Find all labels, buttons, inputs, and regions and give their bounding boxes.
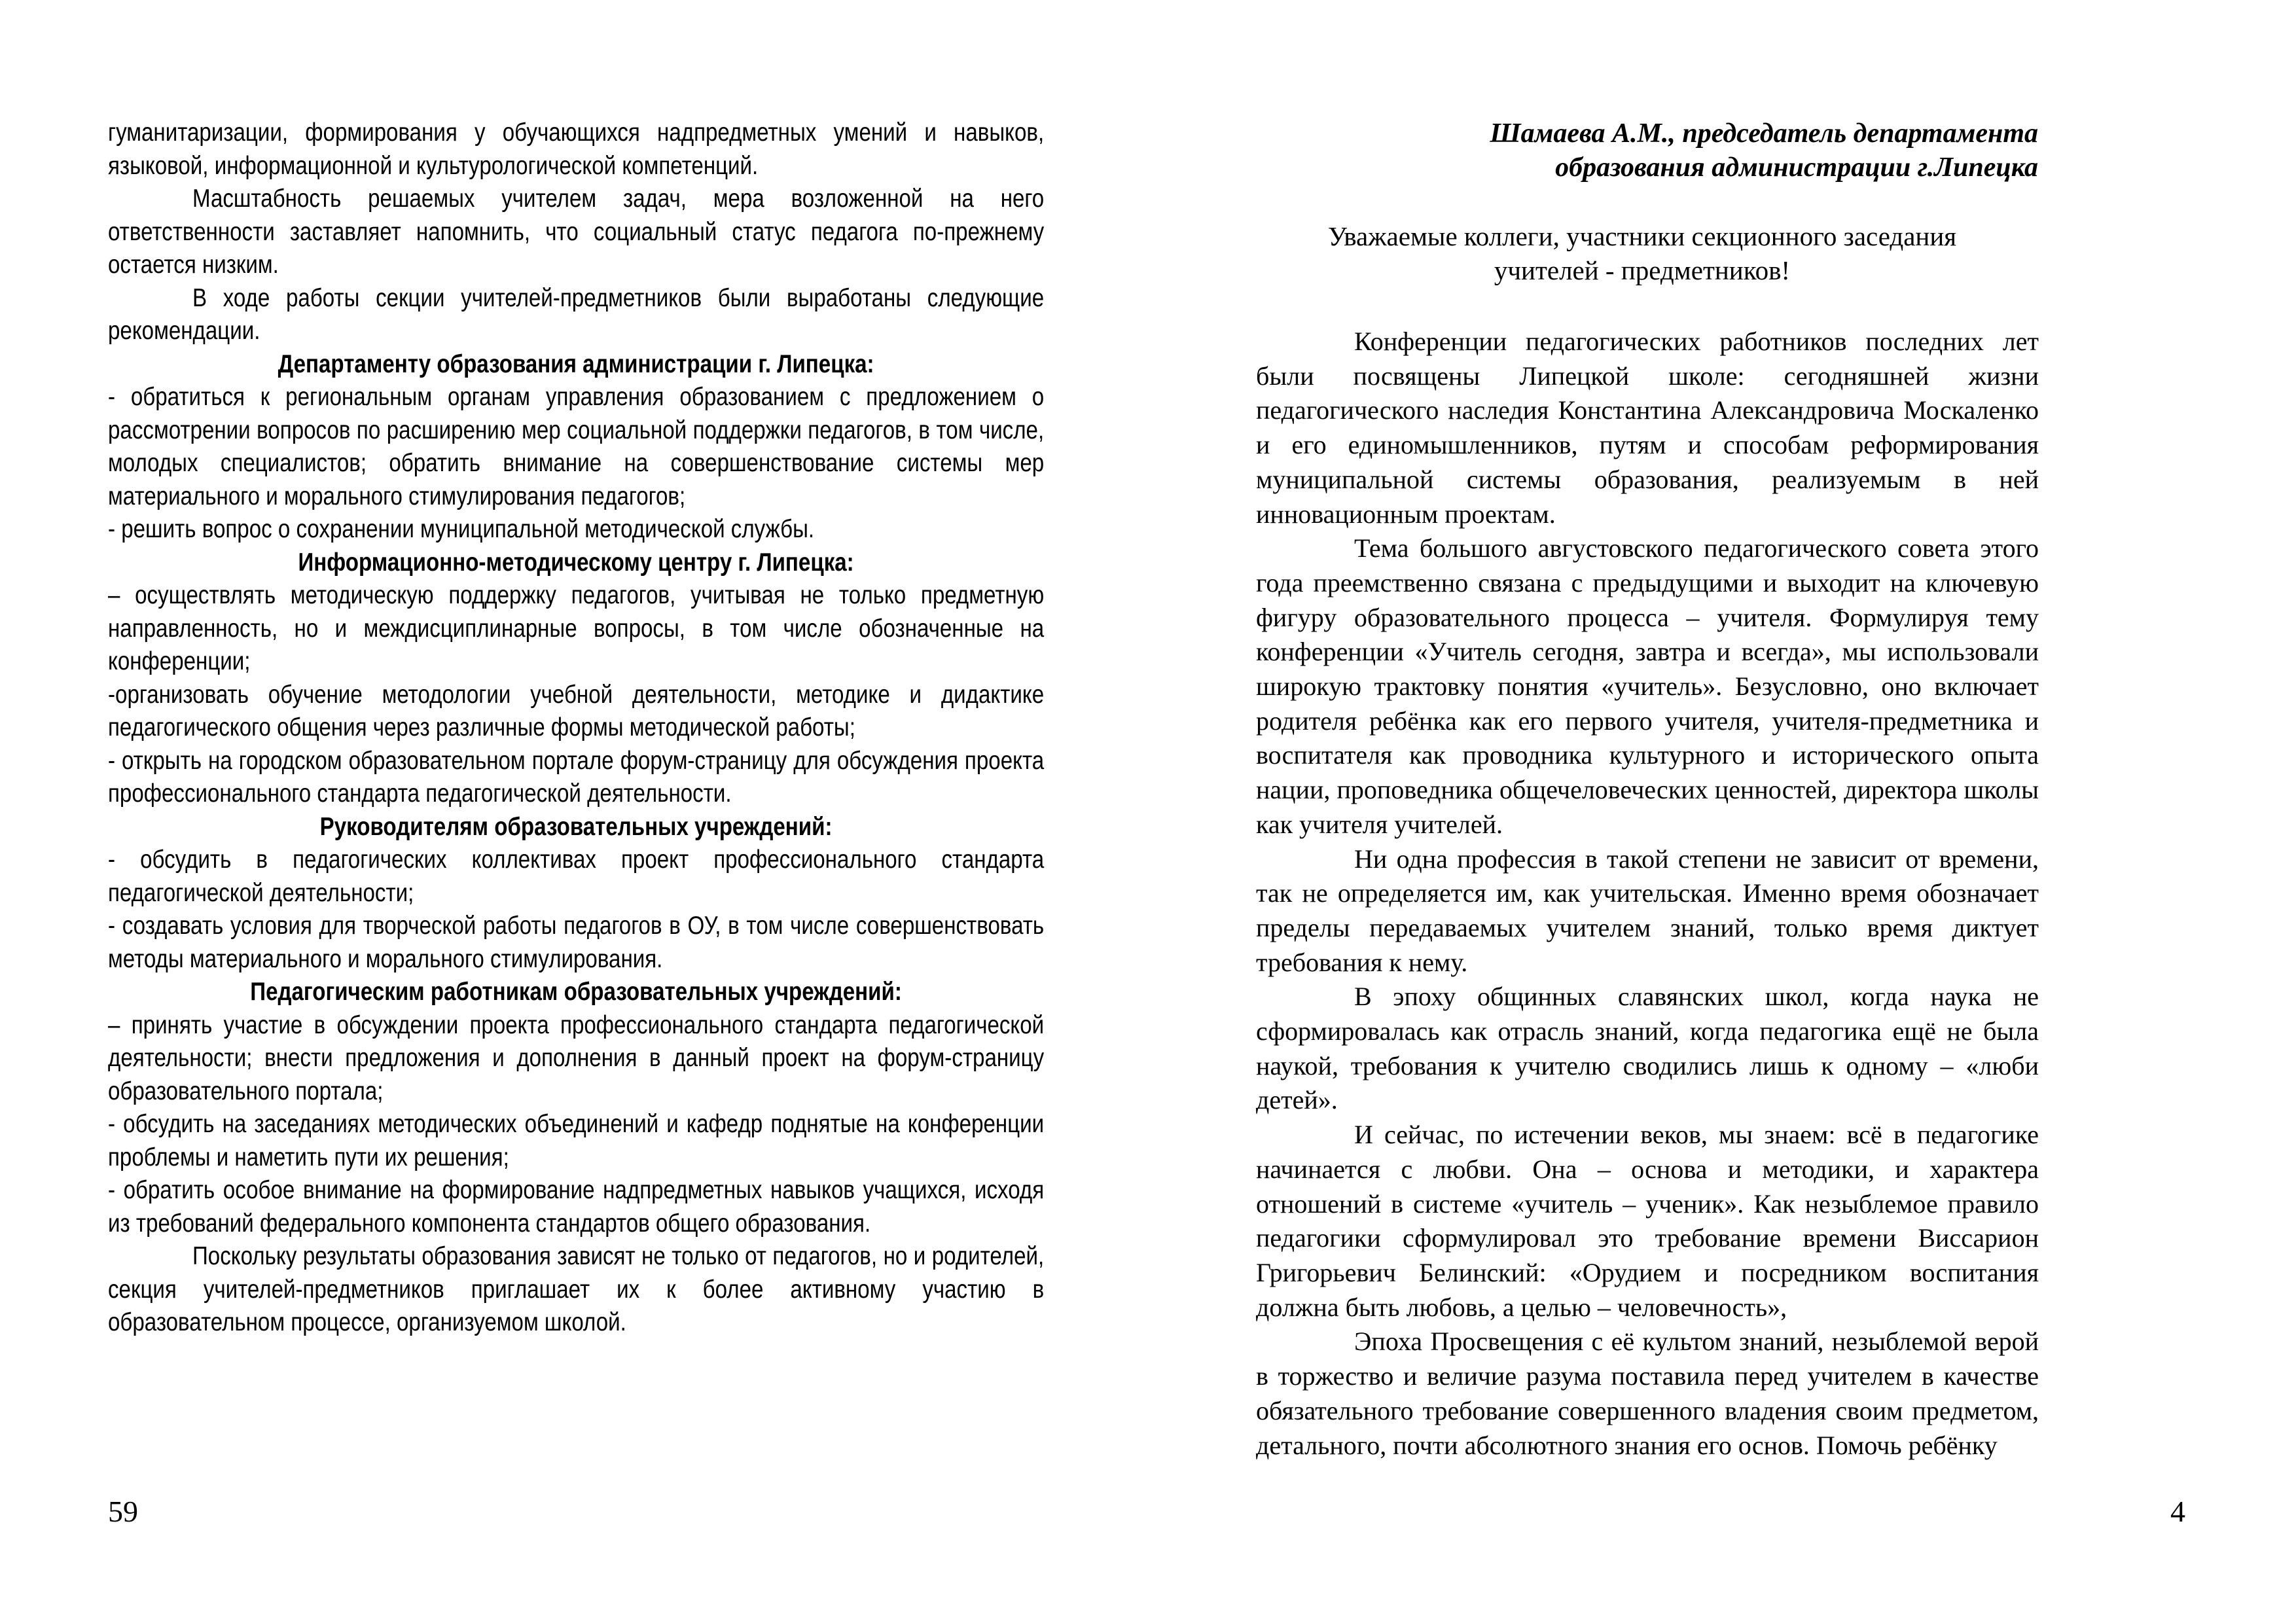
section-heading: Руководителям образовательных учреждений:: [319, 812, 833, 841]
paragraph: Тема большого августовского педагогического совета этого года преемственно связана с предыдущими и выходит на ключевую фигуру образовательного процесса – учителя. Формулируя тему конференции «Учитель сегодня, завтра и всегда», мы использовали широкую трактовку понятия «учитель». Безусловно, оно включает родителя ребёнка как его первого учителя, учителя-предметника и воспитателя как проводника культурного и исторического опыта нации, проповедника общечеловеческих ценностей, директора школы как учителя учителей.: [1256, 533, 2039, 839]
greeting: [1246, 219, 2038, 287]
paragraph: -организовать обучение методологии учебной деятельности, методике и дидактике педагогического общения через различные формы методической работы;: [108, 680, 1045, 741]
paragraph: В эпоху общинных славянских школ, когда наука не сформировалась как отрасль знаний, когда педагогика ещё не была наукой, требования к учителю сводились лишь к одному – «люби детей».: [1256, 982, 2039, 1115]
paragraph: Масштабность решаемых учителем задач, мера возложенной на него ответственности заставляет напомнить, что социальный статус педагога по-прежнему остается низким.: [108, 185, 1045, 279]
paragraph: - обратиться к региональным органам управления образованием с предложением о рассмотрении вопросов по расширению мер социальной поддержки педагогов, в том числе, молодых специалистов; обратить внимание на совершенствование системы мер материального и морального стимулирования педагогов;: [108, 383, 1045, 510]
paragraph: – осуществлять методическую поддержку педагогов, учитывая не только предметную направленность, но и междисциплинарные вопросы, в том числе обозначенные на конференции;: [108, 581, 1045, 675]
paragraph: - решить вопрос о сохранении муниципальной методической службы.: [108, 515, 815, 543]
paragraph: И сейчас, по истечении веков, мы знаем: всё в педагогике начинается с любви. Она – основа и методики, и характера отношений в системе «учитель – ученик». Как незыблемое правило педагогики сформулировал это требование времени Виссарион Григорьевич Белинский: «Орудием и посредником воспитания должна быть любовь, а целью – человечность»,: [1256, 1120, 2039, 1322]
paragraph: гуманитаризации, формирования у обучающихся надпредметных умений и навыков, языковой, информационной и культурологической компетенций.: [108, 118, 1045, 180]
paragraph: Ни одна профессия в такой степени не зависит от времени, так не определяется им, как учительская. Именно время обозначает пределы передаваемых учителем знаний, только время диктует требования к нему.: [1256, 844, 2039, 977]
section-heading: Информационно-методическому центру г. Липецка:: [298, 548, 854, 577]
greeting-line: учителей - предметников!: [1494, 255, 1791, 285]
paragraph: Эпоха Просвещения с её культом знаний, незыблемой верой в торжество и величие разума поставила перед учителем в качестве обязательного требование совершенного владения своим предметом, детального, почти абсолютного знания его основ. Помочь ребёнку: [1256, 1327, 2039, 1460]
greeting-line: Уважаемые коллеги, участники секционного заседания: [1327, 221, 1957, 251]
right-page: [1148, 0, 2296, 1623]
paragraph: В ходе работы секции учителей-предметников были выработаны следующие рекомендации.: [108, 283, 1045, 345]
paragraph: - обратить особое внимание на формирование надпредметных навыков учащихся, исходя из требований федерального компонента стандартов общего образования.: [108, 1176, 1045, 1238]
author-line: Шамаева А.М., председатель департамента: [1490, 118, 2038, 149]
paragraph: Конференции педагогических работников последних лет были посвящены Липецкой школе: сегодняшней жизни педагогического наследия Константина Александровича Москаленко и его единомышленников, путям и способам реформирования муниципальной системы образования, реализуемым в ней инновационным проектам.: [1256, 327, 2039, 529]
paragraph: - обсудить на заседаниях методических объединений и кафедр поднятые на конференции проблемы и наметить пути их решения;: [108, 1110, 1045, 1171]
section-heading: Департаменту образования администрации г. Липецка:: [278, 349, 874, 378]
paragraph: - обсудить в педагогических коллективах проект профессионального стандарта педагогической деятельности;: [108, 846, 1045, 907]
paragraph: - открыть на городском образовательном портале форум-страницу для обсуждения проекта профессионального стандарта педагогической деятельности.: [108, 746, 1045, 808]
page-number: 4: [2170, 1495, 2185, 1528]
paragraph: - создавать условия для творческой работы педагогов в ОУ, в том числе совершенствовать методы материального и морального стимулирования.: [108, 912, 1045, 973]
author-attribution: [1246, 116, 2038, 185]
left-page-text: [108, 116, 1044, 1340]
page-number: 59: [108, 1495, 138, 1528]
right-page-text: [1256, 325, 2039, 1463]
author-line: образования администрации г.Липецка: [1555, 152, 2038, 183]
section-heading: Педагогическим работникам образовательных учреждений:: [250, 978, 902, 1006]
paragraph: Поскольку результаты образования зависят не только от педагогов, но и родителей, секция учителей-предметников приглашает их к более активному участию в образовательном процессе, организуемом школой.: [108, 1242, 1045, 1336]
paragraph: – принять участие в обсуждении проекта профессионального стандарта педагогической деятельности; внести предложения и дополнения в данный проект на форум-страницу образовательного портала;: [108, 1010, 1045, 1105]
